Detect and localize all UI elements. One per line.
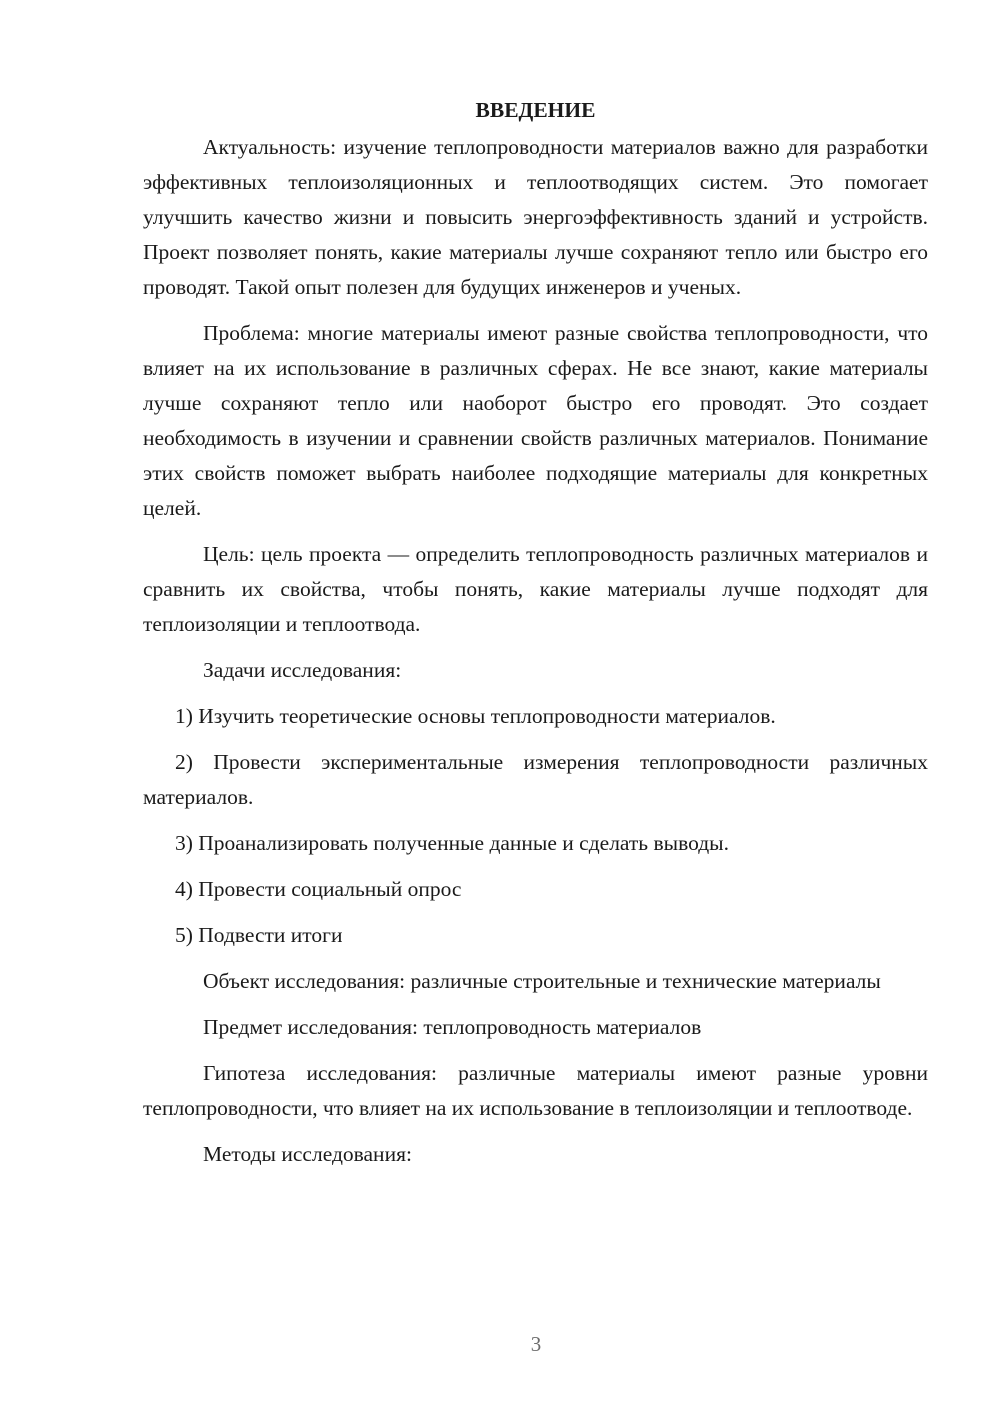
methods-heading: Методы исследования: <box>203 1142 412 1166</box>
page-number: 3 <box>530 1332 542 1356</box>
task-item: 1) Изучить теоретические основы теплопроводности материалов. <box>175 704 776 728</box>
tasks-heading: Задачи исследования: <box>203 658 402 682</box>
page-title: ВВЕДЕНИЕ <box>475 98 596 122</box>
goal-paragraph: Цель: цель проекта — определить теплопроводность различных материалов и сравнить их свойства, чтобы понять, какие материалы лучше подходят для теплоизоляции и теплоотвода. <box>143 542 928 636</box>
page-content <box>143 93 928 1183</box>
object-paragraph: Объект исследования: различные строительные и технические материалы <box>203 969 881 993</box>
task-item: 4) Провести социальный опрос <box>175 877 462 901</box>
hypothesis-paragraph: Гипотеза исследования: различные материалы имеют разные уровни теплопроводности, что влияет на их использование в теплоизоляции и теплоотводе. <box>143 1061 928 1120</box>
relevance-paragraph: Актуальность: изучение теплопроводности материалов важно для разработки эффективных теплоизоляционных и теплоотводящих систем. Это помогает улучшить качество жизни и повысить энергоэффективность зданий и устройств. Проект позволяет понять, какие материалы лучше сохраняют тепло или быстро его проводят. Такой опыт полезен для будущих инженеров и ученых. <box>143 135 928 299</box>
task-item: 3) Проанализировать полученные данные и сделать выводы. <box>175 831 729 855</box>
subject-paragraph: Предмет исследования: теплопроводность материалов <box>203 1015 702 1039</box>
task-item: 5) Подвести итоги <box>175 923 343 947</box>
task-item: 2) Провести экспериментальные измерения теплопроводности различных материалов. <box>143 750 928 809</box>
problem-paragraph: Проблема: многие материалы имеют разные свойства теплопроводности, что влияет на их использование в различных сферах. Не все знают, какие материалы лучше сохраняют тепло или наоборот быстро его проводят. Это создает необходимость в изучении и сравнении свойств различных материалов. Понимание этих свойств поможет выбрать наиболее подходящие материалы для конкретных целей. <box>143 321 928 520</box>
